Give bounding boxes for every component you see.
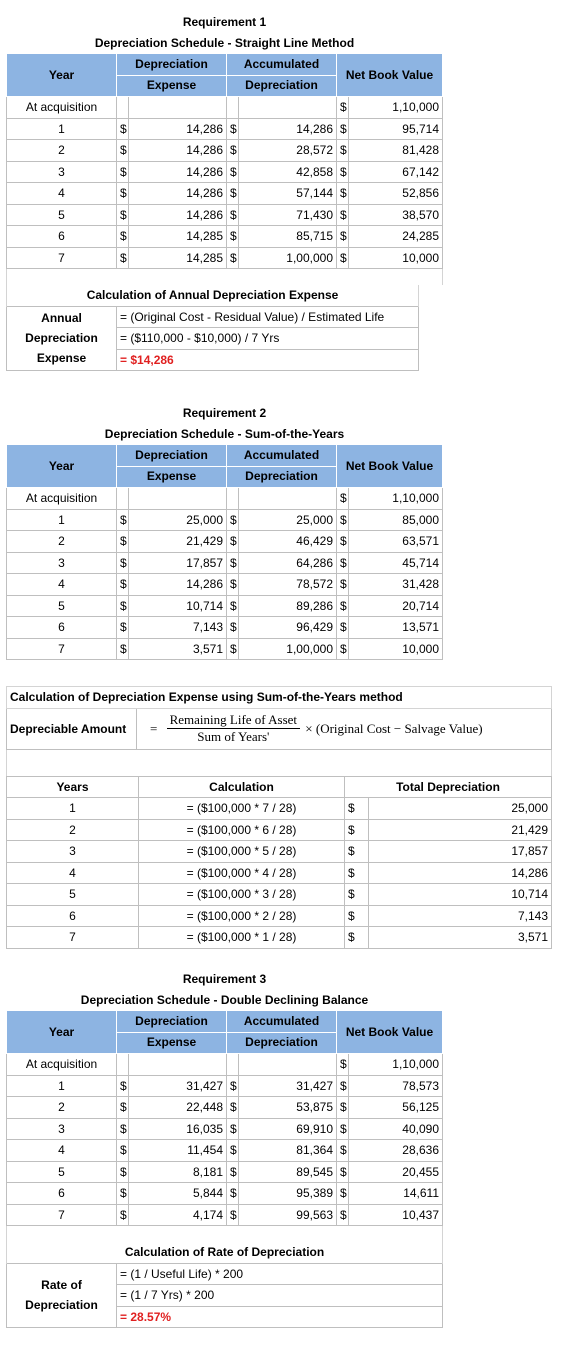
- table-row: [7, 509, 443, 531]
- currency-symbol: $: [337, 552, 349, 574]
- table-row: [7, 1118, 443, 1140]
- depreciation-expense-cell: 5,844: [129, 1183, 227, 1205]
- currency-symbol: $: [227, 1075, 239, 1097]
- table-row: [7, 531, 443, 553]
- acq-value: 1,10,000: [349, 488, 443, 510]
- req1-calc-table: [6, 285, 419, 371]
- currency-symbol: $: [337, 1075, 349, 1097]
- currency-symbol: $: [337, 1161, 349, 1183]
- req2-header-nbv: Net Book Value: [337, 445, 443, 488]
- depreciation-expense-cell: 22,448: [129, 1097, 227, 1119]
- soy-header-total: Total Depreciation: [345, 776, 552, 798]
- req1-calc-line-2: = ($110,000 - $10,000) / 7 Yrs: [117, 328, 419, 350]
- net-book-value-cell: 24,285: [349, 226, 443, 248]
- table-row: [7, 552, 443, 574]
- currency-symbol: $: [227, 1097, 239, 1119]
- table-row: [7, 1097, 443, 1119]
- req1-subtitle: Depreciation Schedule - Straight Line Method: [94, 35, 355, 50]
- depreciation-expense-cell: 14,286: [129, 118, 227, 140]
- currency-symbol: $: [117, 638, 129, 660]
- req3-calc-line-1: = (1 / Useful Life) * 200: [117, 1263, 443, 1285]
- currency-symbol: $: [227, 552, 239, 574]
- acq-label: At acquisition: [7, 488, 117, 510]
- calculation-cell: = ($100,000 * 2 / 28): [139, 905, 345, 927]
- req1-table-body: [7, 97, 443, 269]
- depreciation-expense-cell: 14,285: [129, 247, 227, 269]
- req1-calc-label: Annual Depreciation Expense: [7, 306, 117, 371]
- accumulated-depreciation-cell: 69,910: [239, 1118, 337, 1140]
- currency-symbol: $: [227, 183, 239, 205]
- total-depreciation-cell: 17,857: [369, 841, 552, 863]
- year-cell: 2: [7, 531, 117, 553]
- currency-symbol: $: [227, 531, 239, 553]
- req1-title: Requirement 1: [182, 15, 267, 30]
- year-cell: 5: [7, 884, 139, 906]
- table-row: [7, 1140, 443, 1162]
- req1-calc-line-1: = (Original Cost - Residual Value) / Estimated Life: [117, 306, 419, 328]
- acq-label: At acquisition: [7, 97, 117, 119]
- soy-table-body: [7, 798, 552, 949]
- req1-header-year: Year: [7, 54, 117, 97]
- currency-symbol: $: [227, 226, 239, 248]
- currency-symbol: $: [227, 1118, 239, 1140]
- acq-label: At acquisition: [7, 1054, 117, 1076]
- currency-symbol: $: [337, 595, 349, 617]
- currency-symbol: $: [227, 595, 239, 617]
- net-book-value-cell: 85,000: [349, 509, 443, 531]
- table-row: [7, 1183, 443, 1205]
- currency-symbol: $: [117, 247, 129, 269]
- calculation-cell: = ($100,000 * 1 / 28): [139, 927, 345, 949]
- currency-symbol: $: [227, 617, 239, 639]
- year-cell: 2: [7, 1097, 117, 1119]
- currency-symbol: $: [337, 118, 349, 140]
- calculation-cell: = ($100,000 * 3 / 28): [139, 884, 345, 906]
- depreciation-expense-cell: 14,286: [129, 204, 227, 226]
- depreciation-expense-cell: 10,714: [129, 595, 227, 617]
- currency-symbol: $: [337, 574, 349, 596]
- table-row: [7, 97, 443, 119]
- total-depreciation-cell: 3,571: [369, 927, 552, 949]
- currency-symbol: $: [227, 247, 239, 269]
- table-row: [7, 226, 443, 248]
- req1-section: [6, 12, 443, 371]
- year-cell: 7: [7, 927, 139, 949]
- year-cell: 7: [7, 638, 117, 660]
- accumulated-depreciation-cell: 1,00,000: [239, 638, 337, 660]
- currency-symbol: $: [117, 1097, 129, 1119]
- currency-symbol: $: [117, 204, 129, 226]
- req3-subtitle: Depreciation Schedule - Double Declining Balance: [80, 992, 369, 1007]
- accumulated-depreciation-cell: 85,715: [239, 226, 337, 248]
- currency-symbol: $: [227, 1161, 239, 1183]
- currency-symbol: $: [345, 819, 369, 841]
- req1-header-acc-2: Depreciation: [227, 75, 337, 97]
- net-book-value-cell: 10,000: [349, 247, 443, 269]
- depreciation-expense-cell: 14,286: [129, 161, 227, 183]
- table-row: [7, 905, 552, 927]
- soy-numerator: Remaining Life of Asset: [167, 712, 300, 729]
- currency-symbol: $: [337, 204, 349, 226]
- accumulated-depreciation-cell: 14,286: [239, 118, 337, 140]
- year-cell: 4: [7, 183, 117, 205]
- year-cell: 5: [7, 595, 117, 617]
- req1-schedule-table: [6, 12, 443, 285]
- table-row: [7, 1075, 443, 1097]
- depreciation-expense-cell: 4,174: [129, 1204, 227, 1226]
- currency-symbol: $: [117, 552, 129, 574]
- req3-header-acc: Accumulated: [227, 1011, 337, 1033]
- depreciation-expense-cell: 3,571: [129, 638, 227, 660]
- currency-symbol: $: [345, 884, 369, 906]
- year-cell: 4: [7, 862, 139, 884]
- soy-header-calc: Calculation: [139, 776, 345, 798]
- req3-calc-label: Rate of Depreciation: [7, 1263, 117, 1328]
- calculation-cell: = ($100,000 * 4 / 28): [139, 862, 345, 884]
- currency-symbol: $: [345, 905, 369, 927]
- currency-symbol: $: [337, 226, 349, 248]
- soy-label: Depreciable Amount: [7, 708, 137, 749]
- accumulated-depreciation-cell: 95,389: [239, 1183, 337, 1205]
- year-cell: 5: [7, 204, 117, 226]
- year-cell: 3: [7, 552, 117, 574]
- currency-symbol: $: [337, 509, 349, 531]
- currency-symbol: $: [337, 97, 349, 119]
- currency-symbol: $: [337, 1140, 349, 1162]
- req2-header-dep-2: Expense: [117, 466, 227, 488]
- table-row: [7, 183, 443, 205]
- currency-symbol: $: [117, 1204, 129, 1226]
- total-depreciation-cell: 14,286: [369, 862, 552, 884]
- accumulated-depreciation-cell: 28,572: [239, 140, 337, 162]
- currency-symbol: $: [117, 140, 129, 162]
- req3-header-nbv: Net Book Value: [337, 1011, 443, 1054]
- year-cell: 7: [7, 247, 117, 269]
- currency-symbol: $: [345, 927, 369, 949]
- depreciation-expense-cell: 14,285: [129, 226, 227, 248]
- soy-title: Calculation of Depreciation Expense using Sum-of-the-Years method: [7, 687, 552, 709]
- currency-symbol: $: [337, 183, 349, 205]
- currency-symbol: $: [117, 509, 129, 531]
- req2-subtitle: Depreciation Schedule - Sum-of-the-Years: [104, 426, 345, 441]
- year-cell: 6: [7, 617, 117, 639]
- depreciation-expense-cell: 11,454: [129, 1140, 227, 1162]
- req2-title: Requirement 2: [182, 406, 267, 421]
- table-row: [7, 488, 443, 510]
- net-book-value-cell: 10,437: [349, 1204, 443, 1226]
- net-book-value-cell: 14,611: [349, 1183, 443, 1205]
- net-book-value-cell: 45,714: [349, 552, 443, 574]
- currency-symbol: $: [117, 161, 129, 183]
- soy-denominator: Sum of Years': [197, 729, 270, 744]
- soy-eq: =: [150, 720, 158, 736]
- currency-symbol: $: [117, 1118, 129, 1140]
- accumulated-depreciation-cell: 96,429: [239, 617, 337, 639]
- currency-symbol: $: [117, 118, 129, 140]
- currency-symbol: $: [117, 226, 129, 248]
- req1-header-nbv: Net Book Value: [337, 54, 443, 97]
- req3-title: Requirement 3: [182, 972, 267, 987]
- soy-header-years: Years: [7, 776, 139, 798]
- accumulated-depreciation-cell: 42,858: [239, 161, 337, 183]
- req3-calc-table: [6, 1242, 443, 1328]
- year-cell: 2: [7, 819, 139, 841]
- accumulated-depreciation-cell: 89,286: [239, 595, 337, 617]
- year-cell: 6: [7, 905, 139, 927]
- table-row: [7, 1204, 443, 1226]
- depreciation-expense-cell: 31,427: [129, 1075, 227, 1097]
- accumulated-depreciation-cell: 1,00,000: [239, 247, 337, 269]
- year-cell: 6: [7, 1183, 117, 1205]
- table-row: [7, 798, 552, 820]
- accumulated-depreciation-cell: 81,364: [239, 1140, 337, 1162]
- currency-symbol: $: [227, 1140, 239, 1162]
- table-row: [7, 118, 443, 140]
- year-cell: 4: [7, 1140, 117, 1162]
- soy-section: [6, 686, 552, 949]
- net-book-value-cell: 52,856: [349, 183, 443, 205]
- currency-symbol: $: [227, 161, 239, 183]
- net-book-value-cell: 28,636: [349, 1140, 443, 1162]
- accumulated-depreciation-cell: 53,875: [239, 1097, 337, 1119]
- req2-header-dep: Depreciation: [117, 445, 227, 467]
- table-row: [7, 862, 552, 884]
- req2-section: [6, 403, 443, 660]
- req2-header-year: Year: [7, 445, 117, 488]
- req1-calc-result: = $14,286: [117, 349, 419, 371]
- currency-symbol: $: [337, 1097, 349, 1119]
- year-cell: 1: [7, 509, 117, 531]
- currency-symbol: $: [337, 1054, 349, 1076]
- depreciation-expense-cell: 7,143: [129, 617, 227, 639]
- net-book-value-cell: 67,142: [349, 161, 443, 183]
- year-cell: 3: [7, 841, 139, 863]
- currency-symbol: $: [345, 841, 369, 863]
- table-row: [7, 247, 443, 269]
- calculation-cell: = ($100,000 * 5 / 28): [139, 841, 345, 863]
- table-row: [7, 1054, 443, 1076]
- req3-header-dep: Depreciation: [117, 1011, 227, 1033]
- table-row: [7, 638, 443, 660]
- accumulated-depreciation-cell: 46,429: [239, 531, 337, 553]
- depreciation-expense-cell: 14,286: [129, 140, 227, 162]
- req3-table-body: [7, 1054, 443, 1226]
- depreciation-expense-cell: 14,286: [129, 183, 227, 205]
- net-book-value-cell: 56,125: [349, 1097, 443, 1119]
- total-depreciation-cell: 10,714: [369, 884, 552, 906]
- currency-symbol: $: [227, 1183, 239, 1205]
- table-row: [7, 927, 552, 949]
- req3-section: [6, 969, 443, 1328]
- req1-header-dep: Depreciation: [117, 54, 227, 76]
- year-cell: 1: [7, 798, 139, 820]
- currency-symbol: $: [227, 118, 239, 140]
- table-row: [7, 161, 443, 183]
- currency-symbol: $: [117, 531, 129, 553]
- currency-symbol: $: [117, 1161, 129, 1183]
- year-cell: 4: [7, 574, 117, 596]
- depreciation-expense-cell: 21,429: [129, 531, 227, 553]
- acq-value: 1,10,000: [349, 1054, 443, 1076]
- currency-symbol: $: [337, 247, 349, 269]
- table-row: [7, 1161, 443, 1183]
- currency-symbol: $: [117, 574, 129, 596]
- table-row: [7, 140, 443, 162]
- year-cell: 7: [7, 1204, 117, 1226]
- accumulated-depreciation-cell: 31,427: [239, 1075, 337, 1097]
- depreciation-expense-cell: 25,000: [129, 509, 227, 531]
- net-book-value-cell: 31,428: [349, 574, 443, 596]
- table-row: [7, 595, 443, 617]
- currency-symbol: $: [227, 204, 239, 226]
- net-book-value-cell: 20,455: [349, 1161, 443, 1183]
- req3-header-acc-2: Depreciation: [227, 1032, 337, 1054]
- table-row: [7, 841, 552, 863]
- currency-symbol: $: [227, 1204, 239, 1226]
- currency-symbol: $: [337, 531, 349, 553]
- currency-symbol: $: [345, 798, 369, 820]
- soy-rest: × (Original Cost − Salvage Value): [305, 720, 483, 736]
- req1-header-dep-2: Expense: [117, 75, 227, 97]
- calculation-cell: = ($100,000 * 6 / 28): [139, 819, 345, 841]
- soy-fraction: [167, 712, 300, 745]
- table-row: [7, 819, 552, 841]
- soy-calc-table: [6, 776, 552, 949]
- req3-calc-title: Calculation of Rate of Depreciation: [7, 1242, 443, 1263]
- currency-symbol: $: [337, 161, 349, 183]
- depreciation-expense-cell: 17,857: [129, 552, 227, 574]
- table-row: [7, 617, 443, 639]
- currency-symbol: $: [117, 1183, 129, 1205]
- net-book-value-cell: 63,571: [349, 531, 443, 553]
- total-depreciation-cell: 21,429: [369, 819, 552, 841]
- year-cell: 5: [7, 1161, 117, 1183]
- net-book-value-cell: 81,428: [349, 140, 443, 162]
- year-cell: 3: [7, 1118, 117, 1140]
- accumulated-depreciation-cell: 25,000: [239, 509, 337, 531]
- accumulated-depreciation-cell: 57,144: [239, 183, 337, 205]
- net-book-value-cell: 95,714: [349, 118, 443, 140]
- depreciation-expense-cell: 14,286: [129, 574, 227, 596]
- year-cell: 6: [7, 226, 117, 248]
- net-book-value-cell: 38,570: [349, 204, 443, 226]
- currency-symbol: $: [337, 617, 349, 639]
- depreciation-expense-cell: 16,035: [129, 1118, 227, 1140]
- soy-formula-table: [6, 686, 552, 776]
- net-book-value-cell: 10,000: [349, 638, 443, 660]
- req3-header-dep-2: Expense: [117, 1032, 227, 1054]
- total-depreciation-cell: 25,000: [369, 798, 552, 820]
- accumulated-depreciation-cell: 64,286: [239, 552, 337, 574]
- table-row: [7, 204, 443, 226]
- currency-symbol: $: [337, 1183, 349, 1205]
- req2-schedule-table: [6, 403, 443, 660]
- req2-table-body: [7, 488, 443, 660]
- req3-calc-line-2: = (1 / 7 Yrs) * 200: [117, 1285, 443, 1307]
- req3-calc-result: = 28.57%: [117, 1306, 443, 1328]
- soy-formula: [137, 708, 552, 749]
- currency-symbol: $: [337, 488, 349, 510]
- net-book-value-cell: 20,714: [349, 595, 443, 617]
- total-depreciation-cell: 7,143: [369, 905, 552, 927]
- currency-symbol: $: [337, 1118, 349, 1140]
- currency-symbol: $: [117, 617, 129, 639]
- table-row: [7, 884, 552, 906]
- currency-symbol: $: [337, 1204, 349, 1226]
- acq-value: 1,10,000: [349, 97, 443, 119]
- depreciation-expense-cell: 8,181: [129, 1161, 227, 1183]
- accumulated-depreciation-cell: 71,430: [239, 204, 337, 226]
- year-cell: 1: [7, 1075, 117, 1097]
- currency-symbol: $: [227, 638, 239, 660]
- currency-symbol: $: [227, 574, 239, 596]
- accumulated-depreciation-cell: 89,545: [239, 1161, 337, 1183]
- year-cell: 1: [7, 118, 117, 140]
- currency-symbol: $: [117, 183, 129, 205]
- accumulated-depreciation-cell: 99,563: [239, 1204, 337, 1226]
- currency-symbol: $: [227, 509, 239, 531]
- req2-header-acc: Accumulated: [227, 445, 337, 467]
- req1-calc-title: Calculation of Annual Depreciation Expense: [7, 285, 419, 306]
- accumulated-depreciation-cell: 78,572: [239, 574, 337, 596]
- currency-symbol: $: [117, 1075, 129, 1097]
- net-book-value-cell: 40,090: [349, 1118, 443, 1140]
- req2-header-acc-2: Depreciation: [227, 466, 337, 488]
- year-cell: 2: [7, 140, 117, 162]
- calculation-cell: = ($100,000 * 7 / 28): [139, 798, 345, 820]
- net-book-value-cell: 78,573: [349, 1075, 443, 1097]
- currency-symbol: $: [117, 1140, 129, 1162]
- currency-symbol: $: [117, 595, 129, 617]
- table-row: [7, 574, 443, 596]
- currency-symbol: $: [345, 862, 369, 884]
- req1-header-acc: Accumulated: [227, 54, 337, 76]
- currency-symbol: $: [337, 638, 349, 660]
- currency-symbol: $: [337, 140, 349, 162]
- currency-symbol: $: [227, 140, 239, 162]
- req3-schedule-table: [6, 969, 443, 1242]
- net-book-value-cell: 13,571: [349, 617, 443, 639]
- year-cell: 3: [7, 161, 117, 183]
- req3-header-year: Year: [7, 1011, 117, 1054]
